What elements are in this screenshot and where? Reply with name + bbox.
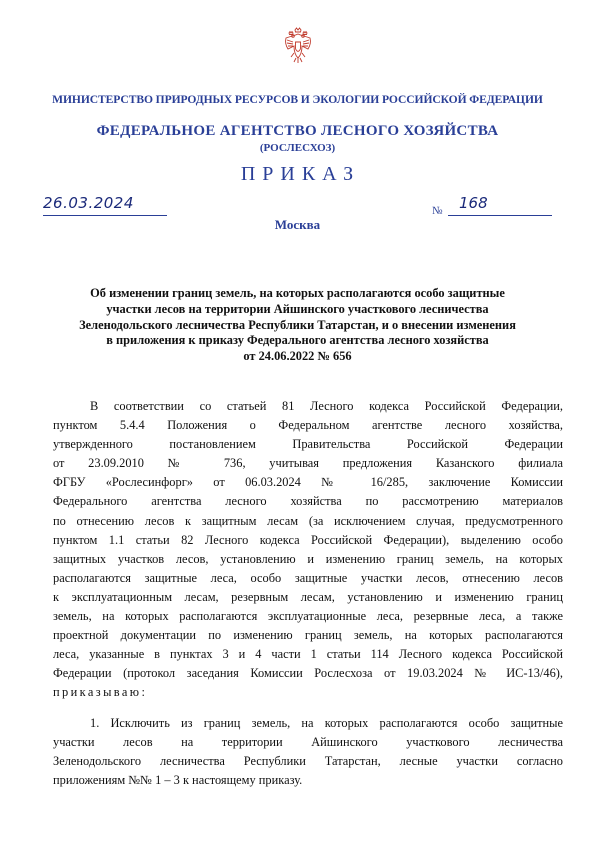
paragraph-line: ФГБУ «Рослесинфорг» от 06.03.2024 № 16/285, заключение Комиссии xyxy=(53,475,563,490)
number-underline xyxy=(448,215,552,216)
preamble-paragraph xyxy=(53,397,563,703)
agency-name: ФЕДЕРАЛЬНОЕ АГЕНТСТВО ЛЕСНОГО ХОЗЯЙСТВА xyxy=(96,123,499,139)
paragraph-line: Федерации (протокол заседания Комиссии Рослесхоза от 19.03.2024 № ИС-13/46), xyxy=(53,666,563,681)
document-type-title: ПРИКАЗ xyxy=(240,163,361,185)
order-date: 26.03.2024 xyxy=(43,194,134,212)
subject-line: участки лесов на территории Айшинского участкового лесничества xyxy=(106,301,489,316)
paragraph-line: от 23.09.2010 № 736, учитывая предложения Казанского филиала xyxy=(53,456,563,471)
subject-line: в приложения к приказу Федерального агентства лесного хозяйства xyxy=(106,333,489,348)
city: Москва xyxy=(274,217,321,232)
ministry-name: МИНИСТЕРСТВО ПРИРОДНЫХ РЕСУРСОВ И ЭКОЛОГИИ РОССИЙСКОЙ ФЕДЕРАЦИИ xyxy=(52,93,543,106)
agency-abbreviation: (РОСЛЕСХОЗ) xyxy=(259,142,336,154)
item-1-paragraph xyxy=(53,714,563,790)
paragraph-line: пунктом 1.1 статьи 82 Лесного кодекса Российской Федерации), выделению особо xyxy=(53,532,563,547)
order-subject xyxy=(0,286,595,365)
paragraph-line: В соответствии со статьей 81 Лесного кодекса Российской Федерации, xyxy=(90,399,563,413)
date-underline xyxy=(43,215,167,216)
coat-of-arms-icon xyxy=(282,27,314,67)
number-sign: № xyxy=(432,205,443,217)
subject-line: от 24.06.2022 № 656 xyxy=(243,349,352,364)
order-word: приказываю: xyxy=(53,685,148,700)
paragraph-line: Зеленодольского лесничества Республики Татарстан, лесные участки согласно xyxy=(53,754,563,769)
paragraph-line: располагаются защитные леса, особо защитные участки лесов, отнесению лесов xyxy=(53,570,563,585)
paragraph-line: земель, на которых располагаются эксплуатационные леса, резервные леса, а также xyxy=(53,609,563,624)
paragraph-line: 1. Исключить из границ земель, на которых располагаются особо защитные xyxy=(90,716,563,730)
paragraph-line: утвержденного постановлением Правительства Российской Федерации xyxy=(53,437,563,452)
paragraph-line: проектной документации по изменению границ земель, на которых располагаются xyxy=(53,628,563,643)
subject-line: Зеленодольского лесничества Республики Татарстан, и о внесении изменения xyxy=(79,317,516,332)
paragraph-line: Федерального агентства лесного хозяйства по рассмотрению материалов xyxy=(53,494,563,509)
order-number: 168 xyxy=(459,194,488,212)
paragraph-line: участки лесов на территории Айшинского участкового лесничества xyxy=(53,735,563,750)
paragraph-line: пунктом 5.4.4 Положения о Федеральном агентстве лесного хозяйства, xyxy=(53,418,563,433)
paragraph-line: приложениям №№ 1 – 3 к настоящему приказу. xyxy=(53,773,303,788)
paragraph-line: по отнесению лесов к защитным лесам (за исключением случая, предусмотренного xyxy=(53,513,563,528)
paragraph-line: леса, указанные в пунктах 3 и 4 части 1 статьи 114 Лесного кодекса Российской xyxy=(53,647,563,662)
paragraph-line: к эксплуатационным лесам, резервным лесам, установлению и изменению границ xyxy=(53,589,563,604)
subject-line: Об изменении границ земель, на которых располагаются особо защитные xyxy=(90,286,505,300)
paragraph-line: защитных участков лесов, установлению и изменению границ земель, на которых xyxy=(53,551,563,566)
